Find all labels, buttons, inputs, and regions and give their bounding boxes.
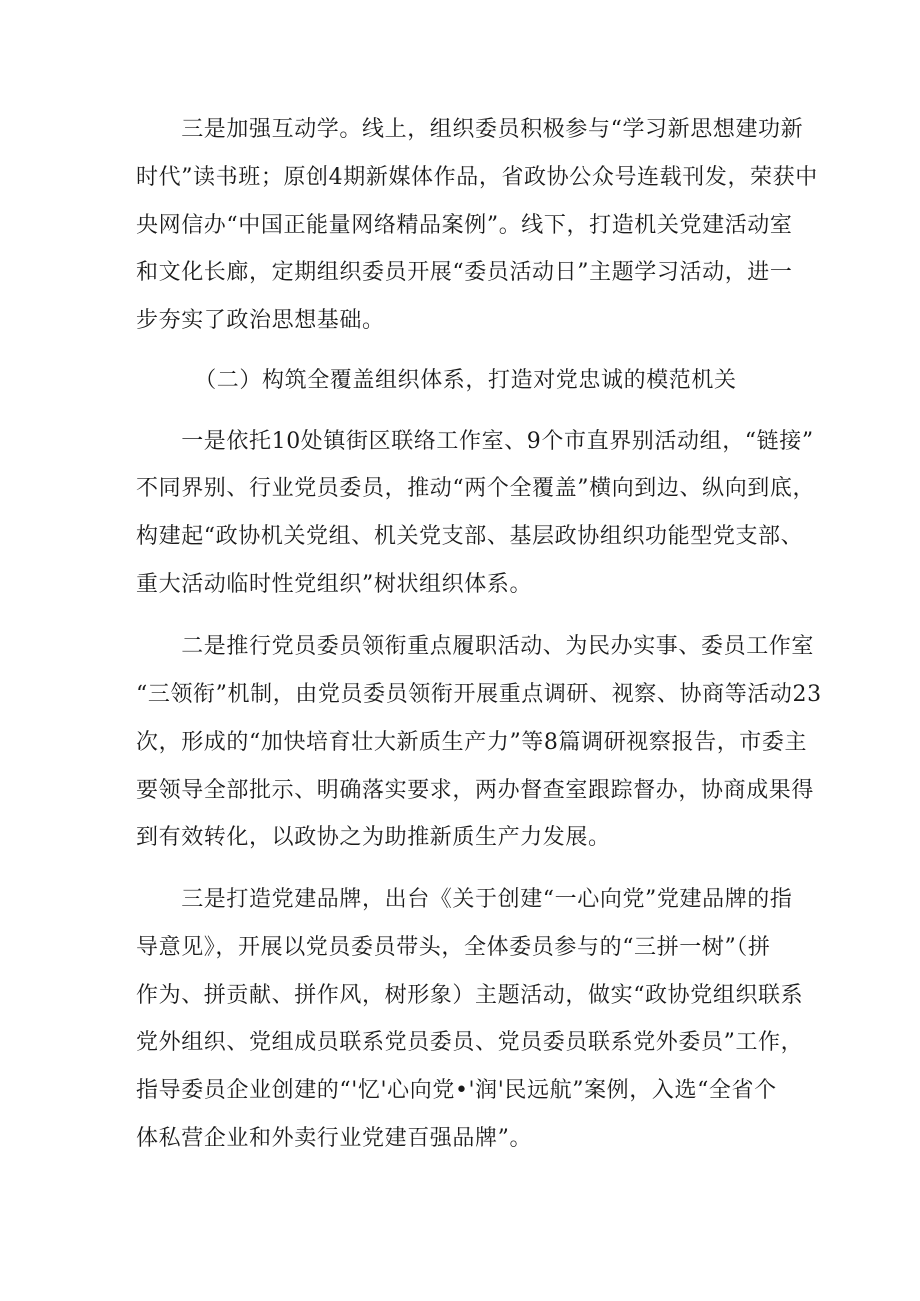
paragraph-4-line-1: 三是打造党建品牌，出台《关于创建“一心向党”党建品牌的指 [136, 887, 793, 912]
paragraph-4-line-4: 党外组织、党组成员联系党员委员、党员委员联系党外委员”工作， [136, 1030, 804, 1055]
paragraph-2-line-3: 构建起“政协机关党组、机关党支部、基层政协组织功能型党支部、 [136, 524, 804, 549]
paragraph-4-line-6: 体私营企业和外卖行业党建百强品牌”。 [136, 1126, 533, 1151]
paragraph-2-line-2: 不同界别、行业党员委员，推动“两个全覆盖”横向到边、纵向到底， [136, 476, 816, 501]
paragraph-1-line-4: 和文化长廊，定期组织委员开展“委员活动日”主题学习活动，进一 [136, 260, 793, 285]
paragraph-3-line-3: 次，形成的“加快培育壮大新质生产力”等8篇调研视察报告，市委主 [136, 730, 808, 755]
paragraph-3-line-4: 要领导全部批示、明确落实要求，两办督查室跟踪督办，协商成果得 [136, 778, 815, 803]
paragraph-4-line-3: 作为、拼贡献、拼作风，树形象）主题活动，做实“政协党组织联系 [136, 983, 804, 1008]
paragraph-1-line-5: 步夯实了政治思想基础。 [136, 308, 385, 333]
paragraph-3-line-5: 到有效转化，以政协之为助推新质生产力发展。 [136, 825, 611, 850]
paragraph-4-line-5: 指导委员企业创建的“'忆'心向党•'润'民远航”案例，入选“全省个 [136, 1078, 777, 1103]
paragraph-3-line-1: 二是推行党员委员领衔重点履职活动、为民办实事、委员工作室 [136, 634, 815, 659]
section-heading: （二）构筑全覆盖组织体系，打造对党忠诚的模范机关 [160, 368, 737, 393]
paragraph-3-line-2: “三领衔”机制，由党员委员领衔开展重点调研、视察、协商等活动23 [136, 682, 822, 707]
paragraph-4-line-2: 导意见》，开展以党员委员带头，全体委员参与的“三拼一树”（拼 [136, 935, 771, 960]
paragraph-2-line-4: 重大活动临时性党组织”树状组织体系。 [136, 572, 533, 597]
paragraph-1-line-2: 时代”读书班；原创4期新媒体作品，省政协公众号连载刊发，荣获中 [136, 165, 818, 190]
paragraph-1-line-3: 央网信办“中国正能量网络精品案例”。线下，打造机关党建活动室 [136, 213, 793, 238]
paragraph-2-line-1: 一是依托10处镇街区联络工作室、9个市直界别活动组，“链接” [136, 429, 814, 454]
paragraph-1-line-1: 三是加强互动学。线上，组织委员积极参与“学习新思想建功新 [136, 117, 804, 142]
